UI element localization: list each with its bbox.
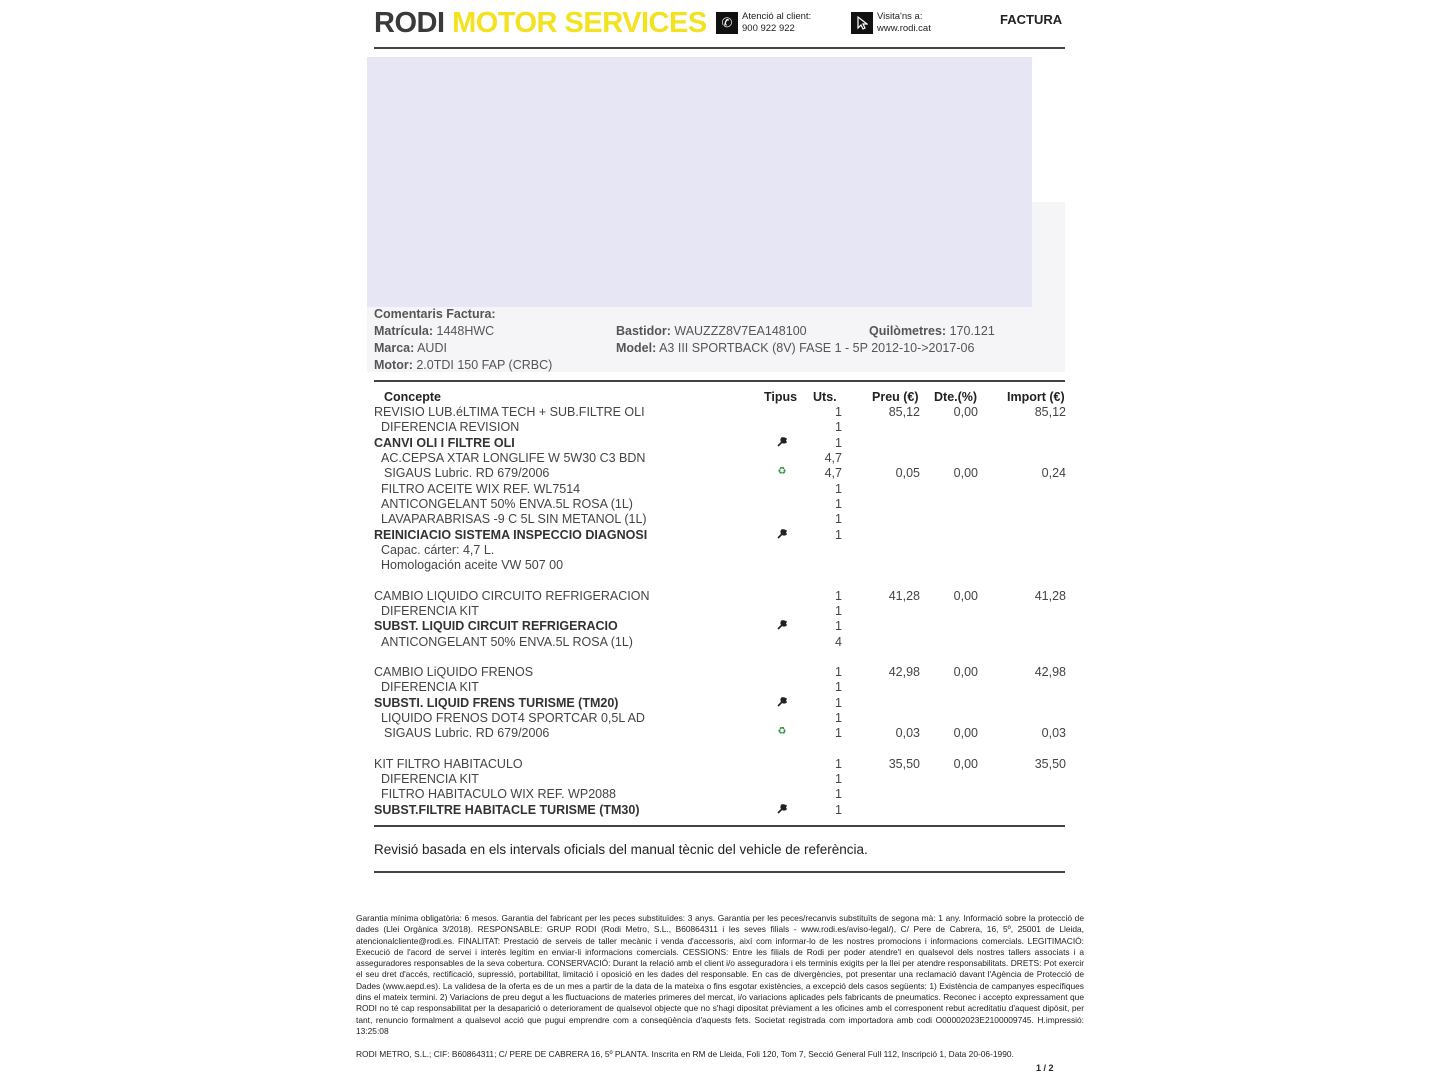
plate-value: 1448HWC [436, 324, 495, 338]
table-row [374, 512, 1066, 527]
wrench-icon [776, 436, 788, 450]
row-units: 1 [835, 589, 842, 603]
row-discount: 0,00 [953, 665, 978, 679]
brand-field [374, 341, 447, 355]
col-header-uts: Uts. [813, 390, 837, 404]
row-units: 1 [835, 803, 842, 817]
brand-logo [374, 5, 707, 41]
table-row [374, 787, 1066, 802]
row-units: 1 [835, 420, 842, 434]
row-concept: ANTICONGELANT 50% ENVA.5L ROSA (1L) [381, 635, 633, 649]
col-header-dte: Dte.(%) [934, 390, 978, 404]
brand-label: Marca: [374, 341, 415, 355]
row-concept: KIT FILTRO HABITACULO [374, 757, 523, 771]
row-units: 1 [835, 787, 842, 801]
row-units: 1 [835, 772, 842, 786]
row-concept: CAMBIO LiQUIDO FRENOS [374, 665, 534, 679]
engine-value: 2.0TDI 150 FAP (CRBC) [416, 358, 553, 372]
row-concept: Capac. cárter: 4,7 L. [381, 543, 495, 557]
row-concept: DIFERENCIA KIT [381, 772, 479, 786]
vin-field [616, 324, 807, 338]
table-row [374, 405, 1066, 420]
plate-label: Matrícula: [374, 324, 434, 338]
table-row [374, 772, 1066, 787]
row-concept: AC.CEPSA XTAR LONGLIFE W 5W30 C3 BDN [381, 451, 646, 465]
row-discount: 0,00 [953, 466, 978, 480]
vin-label: Bastidor: [616, 324, 671, 338]
engine-label: Motor: [374, 358, 413, 372]
phone-label: Atenció al client: [742, 11, 812, 22]
table-row [374, 436, 1066, 451]
table-row [374, 497, 1066, 512]
table-row [374, 558, 1066, 573]
phone-icon: ✆ [716, 12, 738, 34]
row-units: 1 [835, 436, 842, 450]
table-row [374, 635, 1066, 650]
vin-value: WAUZZZ8V7EA148100 [674, 324, 807, 338]
row-price: 85,12 [888, 405, 920, 419]
redacted-region [367, 57, 1032, 307]
row-concept: LAVAPARABRISAS -9 C 5L SIN METANOL (1L) [381, 512, 647, 526]
row-concept: FILTRO ACEITE WIX REF. WL7514 [381, 482, 581, 496]
km-label: Quilòmetres: [869, 324, 947, 338]
row-units: 1 [835, 512, 842, 526]
model-label: Model: [616, 341, 657, 355]
website-contact [851, 11, 931, 35]
page-number: 1 / 2 [1036, 1063, 1054, 1073]
km-field [869, 324, 995, 338]
row-discount: 0,00 [953, 589, 978, 603]
row-concept: SUBST. LIQUID CIRCUIT REFRIGERACIO [374, 619, 618, 633]
col-header-concept: Concepte [384, 390, 441, 404]
row-price: 35,50 [888, 757, 920, 771]
web-url[interactable]: www.rodi.cat [877, 23, 931, 34]
plate-field [374, 324, 494, 338]
note-divider [374, 871, 1065, 873]
row-amount: 35,50 [1034, 757, 1066, 771]
company-registration: RODI METRO, S.L.; CIF: B60864311; C/ PERE DE CABRERA 16, 5º PLANTA. Inscrita en RM de Lleida, Foli 120, Tom 7, Secció General Full 112, Inscripció 1, Data 20-06-1990. [356, 1049, 1014, 1059]
row-units: 1 [835, 482, 842, 496]
brand-logo-part-b: MOTOR SERVICES [452, 7, 707, 39]
row-units: 4,7 [824, 466, 842, 480]
col-header-import: Import (€) [1007, 390, 1065, 404]
wrench-icon [776, 528, 788, 542]
row-amount: 0,03 [1041, 726, 1066, 740]
row-concept: SIGAUS Lubric. RD 679/2006 [384, 466, 550, 480]
row-concept: ANTICONGELANT 50% ENVA.5L ROSA (1L) [381, 497, 633, 511]
table-row [374, 711, 1066, 726]
row-concept: REVISIO LUB.éLTIMA TECH + SUB.FILTRE OLI [374, 405, 645, 419]
table-row [374, 665, 1066, 680]
legal-text: Garantia mínima obligatòria: 6 mesos. Garantia del fabricant per les peces substituïdes: 3 anys. Garantia per les peces/recanvis substituïts de segona mà: 1 any. Informació sobre la protecció de dades (Llei Orgànica 3/2018). RESPONSABLE: GRUP RODI (Rodi Metro, S.L., B60864311 i les seves filials - www.rodi.es/aviso-legal/), C/ Pere de Cabrera, 16, 5º, 25001 de Lleida, atencionalcliente@rodi.es. FINALITAT: Prestació de serveis de taller mecànic i venda d'accessoris, així com informar-lo de les nostres promocions i informacions comercials. LEGITIMACIÓ: Execució de l'acord de servei i interès legítim en enviar-li informacions comercials. CESSIONS: Entre les filials de Rodi per poder atendre'l en qualsevol dels nostres tallers associats i a asseguradores responsables de la seva cobertura. CONSERVACIÓ: Durant la relació amb el client i/o asseguradora i els terminis exigits per la llei per atendre responsabilitats. DRETS: Pot exercir el seu dret d'accés, rectificació, supressió, portabilitat, limitació i oposició en les dades del responsable. En cas de divergències, pot presentar una reclamació davant l'Agència de Protecció de Dades (www.aepd.es). La validesa de la oferta es de un mes a partir de la data de la mateixa o fins esgotar existències, a excepció dels casos següents: 1) Existència de campanyes específiques dins el mateix termini. 2) Variacions de preu degut a les fluctuacions de materies primeres del mercat, i/o variacions aplicades pels fabricants de pneumatics. Reconec i accepto expressament que RODI no té cap responsabilitat per la desaparició o deteriorament de qualsevol objecte que no s'hagi dipositat prèviament a les oficines amb el corresponent rebut acreditatiu d'aquest dipòsit, per tant, renuncio formalment a qualsevol acció que pugui emprendre com a conseqüència d'aquests fets. Societat registrada com importadora amb codi O00002023E2100009745. H.impressió: 13:25:08 [356, 913, 1084, 1036]
row-concept: CANVI OLI I FILTRE OLI [374, 436, 515, 450]
row-amount: 41,28 [1034, 589, 1066, 603]
model-value: A3 III SPORTBACK (8V) FASE 1 - 5P 2012-10->2017-06 [659, 341, 975, 355]
service-note: Revisió basada en els intervals oficials del manual tècnic del vehicle de referència. [374, 842, 868, 857]
wrench-icon [776, 803, 788, 817]
table-bottom-divider [374, 825, 1065, 827]
wrench-icon [776, 619, 788, 633]
km-value: 170.121 [949, 324, 995, 338]
header-divider [374, 47, 1065, 49]
row-concept: CAMBIO LIQUIDO CIRCUITO REFRIGERACION [374, 589, 650, 603]
row-amount: 42,98 [1034, 665, 1066, 679]
model-field [616, 341, 974, 355]
brand-value: AUDI [417, 341, 447, 355]
document-type: FACTURA [1000, 12, 1063, 27]
table-top-divider [374, 380, 1065, 382]
row-units: 1 [835, 528, 842, 542]
row-concept: SIGAUS Lubric. RD 679/2006 [384, 726, 550, 740]
row-units: 1 [835, 757, 842, 771]
row-concept: REINICIACIO SISTEMA INSPECCIO DIAGNOSI [374, 528, 648, 542]
table-row [374, 803, 1066, 818]
row-amount: 85,12 [1034, 405, 1066, 419]
cursor-icon [851, 12, 873, 34]
row-units: 4 [835, 635, 842, 649]
table-row [374, 466, 1066, 481]
table-row [374, 420, 1066, 435]
row-concept: LIQUIDO FRENOS DOT4 SPORTCAR 0,5L AD [381, 711, 645, 725]
row-units: 1 [835, 497, 842, 511]
row-amount: 0,24 [1041, 466, 1066, 480]
row-units: 1 [835, 619, 842, 633]
row-units: 4,7 [824, 451, 842, 465]
table-row [374, 604, 1066, 619]
row-concept: FILTRO HABITACULO WIX REF. WP2088 [381, 787, 616, 801]
row-concept: SUBST.FILTRE HABITACLE TURISME (TM30) [374, 803, 640, 817]
engine-field [374, 358, 552, 372]
table-row [374, 757, 1066, 772]
col-header-preu: Preu (€) [872, 390, 919, 404]
row-units: 1 [835, 680, 842, 694]
row-price: 0,05 [895, 466, 920, 480]
wrench-icon [776, 696, 788, 710]
table-row [374, 482, 1066, 497]
row-concept: DIFERENCIA KIT [381, 680, 479, 694]
col-header-tipus: Tipus [764, 390, 798, 404]
table-row [374, 543, 1066, 558]
row-concept: Homologación aceite VW 507 00 [381, 558, 564, 572]
row-discount: 0,00 [953, 726, 978, 740]
table-row [374, 528, 1066, 543]
table-row [374, 726, 1066, 741]
brand-logo-part-a: RODI [374, 7, 445, 39]
row-price: 42,98 [888, 665, 920, 679]
customer-service [716, 11, 811, 35]
table-row [374, 451, 1066, 466]
row-units: 1 [835, 665, 842, 679]
recycle-icon: ♻ [777, 466, 787, 477]
row-price: 0,03 [895, 726, 920, 740]
row-units: 1 [835, 405, 842, 419]
row-units: 1 [835, 604, 842, 618]
row-concept: DIFERENCIA REVISION [381, 420, 520, 434]
row-concept: SUBSTI. LIQUID FRENS TURISME (TM20) [374, 696, 619, 710]
row-units: 1 [835, 726, 842, 740]
row-units: 1 [835, 696, 842, 710]
table-row [374, 696, 1066, 711]
table-row [374, 680, 1066, 695]
recycle-icon: ♻ [777, 726, 787, 737]
table-row [374, 589, 1066, 604]
comments-label: Comentaris Factura: [374, 307, 496, 321]
phone-number: 900 922 922 [742, 23, 795, 34]
row-discount: 0,00 [953, 757, 978, 771]
row-price: 41,28 [888, 589, 920, 603]
table-row [374, 619, 1066, 634]
row-discount: 0,00 [953, 405, 978, 419]
row-units: 1 [835, 711, 842, 725]
row-concept: DIFERENCIA KIT [381, 604, 479, 618]
web-label: Visita'ns a: [877, 11, 923, 22]
